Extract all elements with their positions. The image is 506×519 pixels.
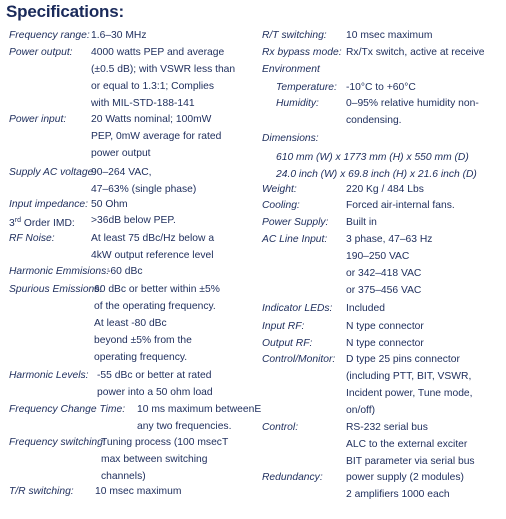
spec-label: Power Supply: <box>262 217 329 228</box>
spec-value: 2 amplifiers 1000 each <box>346 489 450 500</box>
spec-label: Humidity: <box>276 98 319 109</box>
spec-label: Redundancy: <box>262 472 323 483</box>
spec-value: 20 Watts nominal; 100mW <box>91 114 212 125</box>
spec-label: Rx bypass mode: <box>262 47 342 58</box>
spec-value: 10 msec maximum <box>95 486 182 497</box>
spec-label: Environment <box>262 64 320 75</box>
spec-value: operating frequency. <box>94 352 188 363</box>
spec-value: with MIL-STD-188-141 <box>91 98 195 109</box>
spec-label: Temperature: <box>276 82 337 93</box>
spec-label: AC Line Input: <box>262 234 328 245</box>
spec-value: -60 dBc <box>107 266 143 277</box>
spec-value: (±0.5 dB); with VSWR less than <box>91 64 236 75</box>
page-title: Specifications: <box>6 2 124 21</box>
spec-label: Power input: <box>9 114 67 125</box>
spec-value: ALC to the external exciter <box>346 439 468 450</box>
spec-value: -10°C to +60°C <box>346 82 416 93</box>
spec-value: channels) <box>101 471 146 482</box>
spec-label: Frequency range: <box>9 30 90 41</box>
spec-label: Input impedance: <box>9 199 88 210</box>
spec-value: Rx/Tx switch, active at receive <box>346 47 485 58</box>
spec-value: (including PTT, BIT, VSWR, <box>346 371 472 382</box>
spec-value: 4kW output reference level <box>91 250 214 261</box>
spec-value: power into a 50 ohm load <box>97 387 213 398</box>
spec-label: Harmonic Levels: <box>9 370 89 381</box>
spec-value: BIT parameter via serial bus <box>346 456 475 467</box>
spec-label: T/R switching: <box>9 486 74 497</box>
spec-value: PEP, 0mW average for rated <box>91 131 222 142</box>
spec-value: -55 dBc or better at rated <box>97 370 212 381</box>
spec-value: 50 Ohm <box>91 199 128 210</box>
spec-label: Harmonic Emmisions: <box>9 266 110 277</box>
spec-label: RF Noise: <box>9 233 55 244</box>
spec-label: Supply AC voltage: <box>9 167 97 178</box>
spec-value: 610 mm (W) x 1773 mm (H) x 550 mm (D) <box>276 152 469 163</box>
spec-value: 24.0 inch (W) x 69.8 inch (H) x 21.6 inch (D) <box>276 169 477 180</box>
spec-value: of the operating frequency. <box>94 301 216 312</box>
spec-value: 190–250 VAC <box>346 251 410 262</box>
spec-value: beyond ±5% from the <box>94 335 192 346</box>
spec-label-prefix: 3 <box>9 218 15 229</box>
spec-value: 0–95% relative humidity non- <box>346 98 479 109</box>
spec-label: R/T switching: <box>262 30 327 41</box>
spec-value: D type 25 pins connector <box>346 354 460 365</box>
spec-label <box>9 214 75 230</box>
spec-value: power supply (2 modules) <box>346 472 464 483</box>
spec-label: Output RF: <box>262 338 313 349</box>
spec-value: 4000 watts PEP and average <box>91 47 225 58</box>
spec-value: RS-232 serial bus <box>346 422 428 433</box>
spec-value: 90–264 VAC, <box>91 167 152 178</box>
spec-value: Forced air-internal fans. <box>346 200 455 211</box>
spec-value: 1.6–30 MHz <box>91 30 147 41</box>
spec-label: Frequency Change Time: <box>9 404 126 415</box>
spec-label: Control/Monitor: <box>262 354 336 365</box>
spec-label: Weight: <box>262 184 297 195</box>
spec-value: Built in <box>346 217 377 228</box>
spec-value: Incident power, Tune mode, <box>346 388 473 399</box>
spec-label-text: Order IMD: <box>20 218 75 229</box>
spec-label: Input RF: <box>262 321 305 332</box>
spec-value: At least -80 dBc <box>94 318 167 329</box>
spec-value: At least 75 dBc/Hz below a <box>91 233 215 244</box>
spec-value: 10 ms maximum betweenE <box>137 404 262 415</box>
spec-value: 47–63% (single phase) <box>91 184 197 195</box>
spec-value: condensing. <box>346 115 402 126</box>
spec-value: any two frequencies. <box>137 421 232 432</box>
spec-value: N type connector <box>346 338 424 349</box>
spec-label: Power output: <box>9 47 73 58</box>
spec-value: on/off) <box>346 405 376 416</box>
spec-label: Spurious Emissions: <box>9 284 103 295</box>
spec-value: >36dB below PEP. <box>91 215 176 226</box>
spec-value: or 342–418 VAC <box>346 268 422 279</box>
spec-value: 60 dBc or better within ±5% <box>94 284 220 295</box>
spec-value: power output <box>91 148 151 159</box>
spec-label: Cooling: <box>262 200 300 211</box>
spec-value: or equal to 1.3:1; Complies <box>91 81 215 92</box>
spec-value: 3 phase, 47–63 Hz <box>346 234 433 245</box>
spec-label-superscript: rd <box>14 217 21 224</box>
spec-value: Tuning process (100 msecT <box>101 437 229 448</box>
spec-label: Frequency switching: <box>9 437 106 448</box>
spec-label: Control: <box>262 422 299 433</box>
spec-value: 220 Kg / 484 Lbs <box>346 184 424 195</box>
spec-value: 10 msec maximum <box>346 30 433 41</box>
spec-value: or 375–456 VAC <box>346 285 422 296</box>
spec-value: N type connector <box>346 321 424 332</box>
spec-label: Dimensions: <box>262 133 319 144</box>
spec-value: Included <box>346 303 385 314</box>
spec-label: Indicator LEDs: <box>262 303 333 314</box>
spec-value: max between switching <box>101 454 208 465</box>
